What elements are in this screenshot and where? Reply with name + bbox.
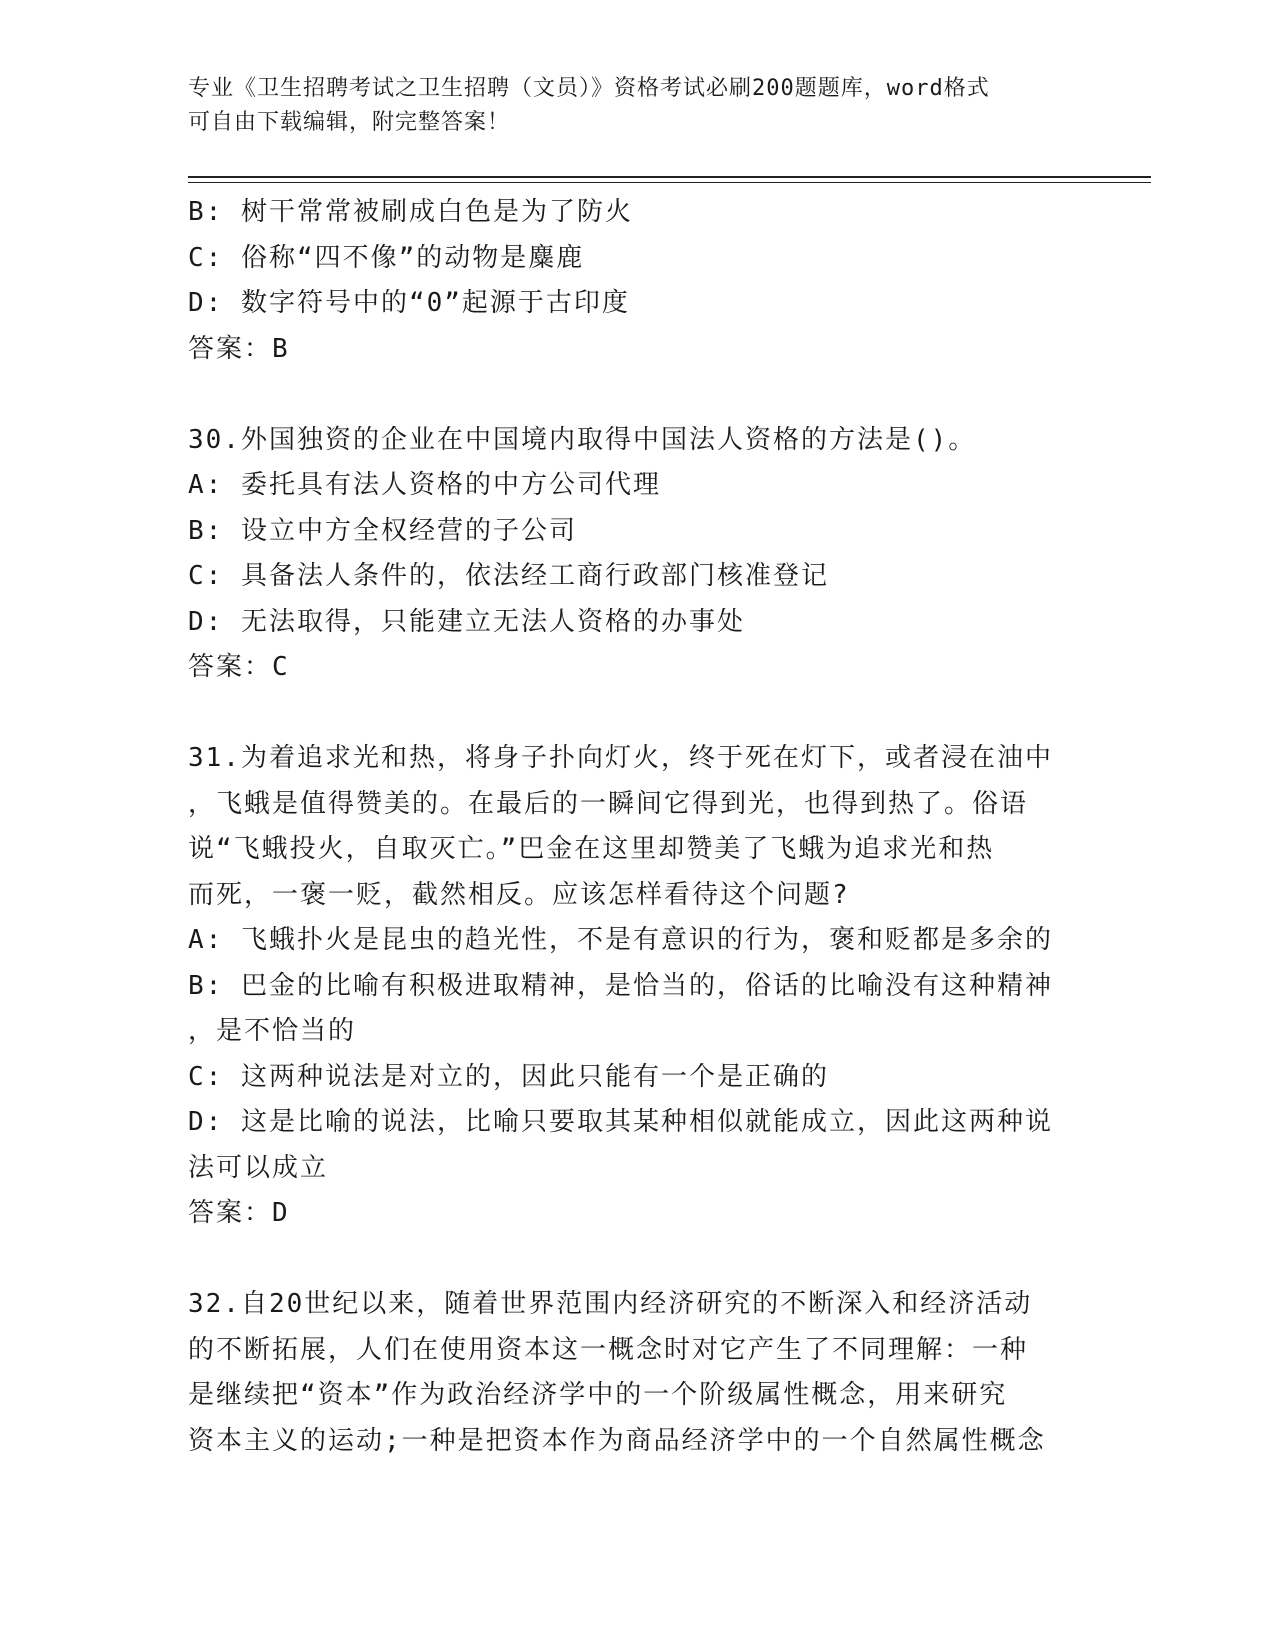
question-30-block	[188, 418, 1108, 691]
question-32-block	[188, 1282, 1108, 1464]
spacer	[188, 691, 1108, 737]
option-a: A: 委托具有法人资格的中方公司代理	[188, 470, 661, 500]
question-31-block	[188, 736, 1108, 1237]
option-b-line: B: 巴金的比喻有积极进取精神，是恰当的，俗话的比喻没有这种精神	[188, 970, 1053, 1001]
question-text-line: ，飞蛾是值得赞美的。在最后的一瞬间它得到光，也得到热了。俗语	[188, 788, 1029, 819]
spacer	[188, 1237, 1108, 1283]
question-list	[188, 190, 1108, 1464]
option-c: C: 这两种说法是对立的，因此只能有一个是正确的	[188, 1061, 829, 1092]
question-text-line: 32.自20世纪以来，随着世界范围内经济研究的不断深入和经济活动	[188, 1289, 1033, 1319]
question-text-line: 而死，一褒一贬，截然相反。应该怎样看待这个问题?	[188, 879, 850, 910]
question-text: 30.外国独资的企业在中国境内取得中国法人资格的方法是()。	[188, 424, 977, 455]
question-text-line: 资本主义的运动;一种是把资本作为商品经济学中的一个自然属性概念	[188, 1425, 1046, 1456]
option-b-line: ，是不恰当的	[188, 1016, 357, 1046]
document-header	[188, 72, 1068, 140]
option-b: B: 树干常常被刷成白色是为了防火	[188, 197, 633, 227]
question-text-line: 是继续把“资本”作为政治经济学中的一个阶级属性概念，用来研究	[188, 1380, 1008, 1410]
answer: 答案：B	[188, 333, 290, 364]
question-text-line: 31.为着追求光和热，将身子扑向灯火，终于死在灯下，或者浸在油中	[188, 743, 1053, 773]
option-d: D: 数字符号中的“0”起源于古印度	[188, 288, 630, 318]
option-d-line: D: 这是比喻的说法，比喻只要取其某种相似就能成立，因此这两种说	[188, 1107, 1053, 1137]
option-a: A: 飞蛾扑火是昆虫的趋光性，不是有意识的行为，褒和贬都是多余的	[188, 925, 1053, 955]
header-title-line-1: 专业《卫生招聘考试之卫生招聘（文员）》资格考试必刷200题题库，word格式	[188, 76, 990, 101]
question-text-line: 说“飞蛾投火，自取灭亡。”巴金在这里却赞美了飞蛾为追求光和热	[188, 834, 995, 864]
option-c: C: 具备法人条件的，依法经工商行政部门核准登记	[188, 561, 829, 591]
header-title-line-2: 可自由下载编辑，附完整答案！	[188, 110, 511, 135]
spacer	[188, 372, 1108, 418]
question-29-block	[188, 190, 1108, 372]
option-c: C: 俗称“四不像”的动物是麋鹿	[188, 242, 585, 273]
header-divider-thin	[188, 182, 1151, 183]
option-d-line: 法可以成立	[188, 1152, 329, 1183]
option-b: B: 设立中方全权经营的子公司	[188, 515, 577, 546]
option-d: D: 无法取得，只能建立无法人资格的办事处	[188, 606, 745, 637]
question-text-line: 的不断拓展，人们在使用资本这一概念时对它产生了不同理解：一种	[188, 1334, 1029, 1365]
answer: 答案：C	[188, 652, 290, 682]
answer: 答案：D	[188, 1198, 290, 1228]
header-divider	[188, 176, 1151, 178]
